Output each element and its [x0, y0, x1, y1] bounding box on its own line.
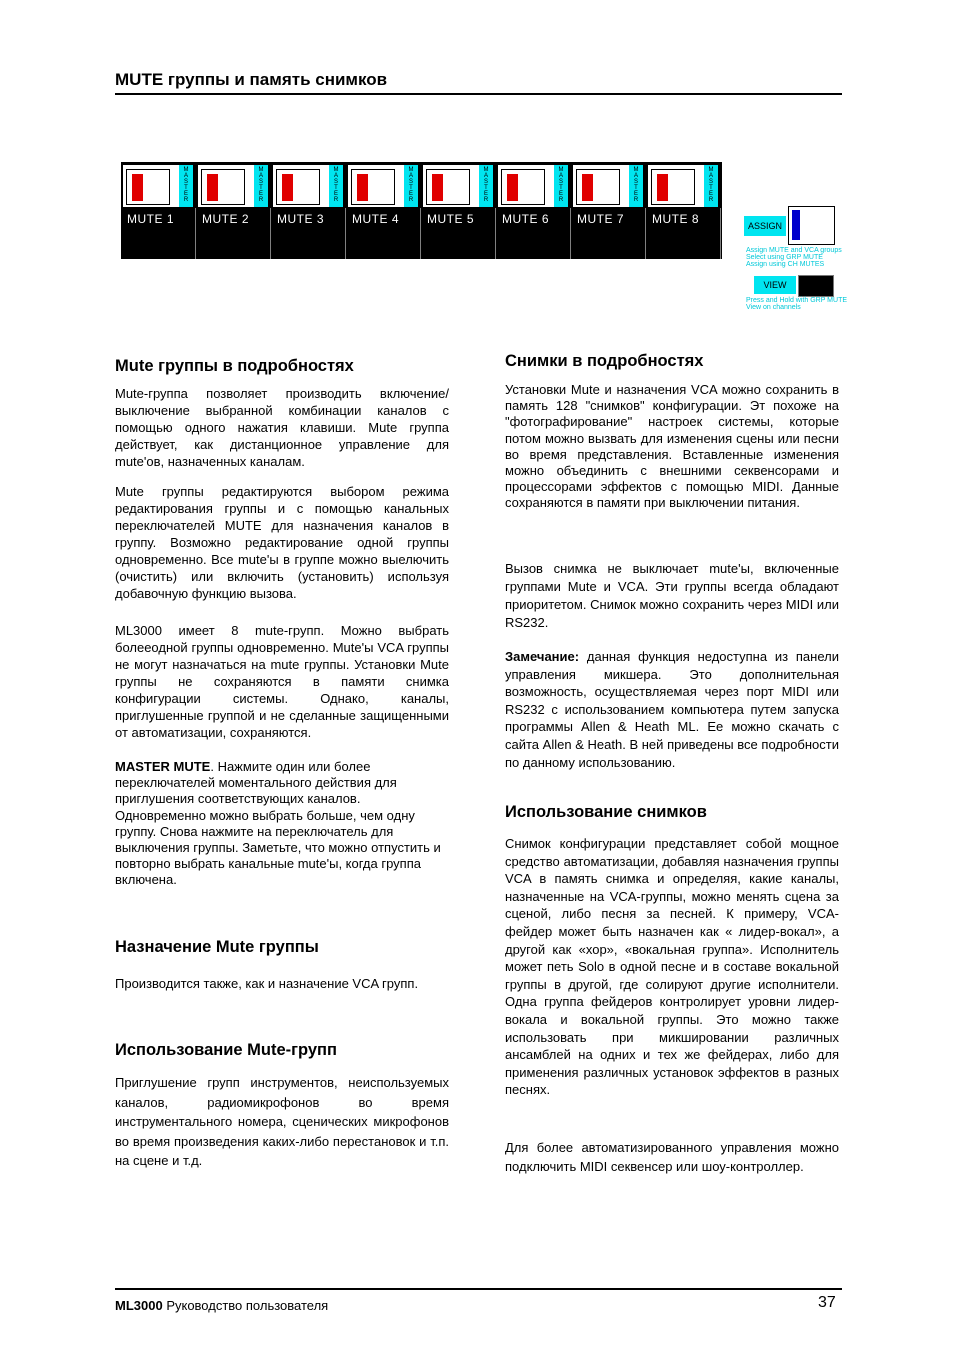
master-label: M A S T E R — [179, 165, 193, 207]
footer-guide: Руководство пользователя — [162, 1298, 329, 1313]
note-text: данная функция недоступна из панели управления микшера. Это дополнительная возможность, осуществляемая через порт MIDI или RS232 с использованием компьютера путем запуска программы Allen & Heath ML. Ее можно скачать с сайта Allen & Heath. В ней приведены все подробности по данному использованию. — [505, 649, 839, 770]
mute-label: MUTE 4 — [352, 212, 400, 226]
note-term: Замечание: — [505, 649, 580, 664]
mute-led-icon — [132, 174, 143, 201]
master-label: M A S T E R — [629, 165, 643, 207]
mute-label: MUTE 2 — [202, 212, 250, 226]
paragraph: Снимок конфигурации представляет собой мощное средство автоматизации, добавляя назначения группы VCA в память снимка и определяя, какие каналы, назначенные на VCA-группы, можно менять сцена за сценой, либо песня за песней. К примеру, VCA-фейдер может быть назначен как « лидер-вокал», а другой как «хор», «вокальная группа». Исполнитель может петь Solo в одной песне и в составе вокальной группы в другой, где солируют другие исполнители. Одна группа фейдеров контролирует уровни лидер-вокала и вокальной группы. Это можно также использовать при микшировании различных ансамблей на одних и тех же фейдерах, либо для применения различных установок эффектов в разных песнях. — [505, 836, 839, 1098]
mute-label: MUTE 1 — [127, 212, 175, 226]
master-label: M A S T E R — [479, 165, 493, 207]
paragraph: Mute группы редактируются выбором режима редактирования группы и с помощью канальных переключателей MUTE для назначения каналов в группу. Возможно редактирование одной группы одновременно. Все mute'ы в группе можно выелючить (очистить) или включить (установить) используя добавочную функцию вызова. — [115, 484, 449, 601]
master-mute-term: MASTER MUTE — [115, 759, 211, 774]
mute-group-2 — [196, 162, 271, 259]
assign-note-3: Assign using CH MUTES — [746, 261, 825, 268]
section-heading-snapshot-details: Снимки в подробностях — [505, 352, 704, 370]
mute-led-icon — [582, 174, 593, 201]
mute-led-icon — [357, 174, 368, 201]
mute-switch-face — [276, 169, 320, 205]
mute-led-icon — [207, 174, 218, 201]
mute-switch-face — [501, 169, 545, 205]
master-label: M A S T E R — [704, 165, 718, 207]
section-heading-snapshot-usage: Использование снимков — [505, 803, 707, 821]
assign-note-1: Assign MUTE and VCA groups — [746, 247, 842, 254]
paragraph: Вызов снимка не выключает mute'ы, включенные группами Mute и VCA. Эти группы всегда обладают приоритетом. Снимок можно сохранить через MIDI или RS232. — [505, 561, 839, 630]
mute-switch[interactable] — [198, 165, 268, 207]
mute-group-panel — [121, 162, 722, 259]
paragraph-master-mute — [115, 759, 449, 889]
mute-group-4 — [346, 162, 421, 259]
paragraph-note — [505, 648, 839, 771]
master-label: M A S T E R — [404, 165, 418, 207]
mute-switch-face — [576, 169, 620, 205]
mute-led-icon — [432, 174, 443, 201]
master-label: M A S T E R — [254, 165, 268, 207]
paragraph-text: ML3000 имеет 8 mute-групп. Можно выбрать болееодной группы одновременно. Mute'ы VCA группы не могут назначаться на mute группы. Установки Mute группы не сохраняются в памяти снимка конфигурации системы. Однако, каналы, приглушенные группой и не сделанные защищенными от автоматизации, сохраняются. — [115, 623, 449, 740]
mute-switch[interactable] — [648, 165, 718, 207]
unit-divider — [720, 208, 721, 259]
assign-note-2: Select using GRP MUTE — [746, 254, 823, 261]
mute-label: MUTE 5 — [427, 212, 475, 226]
mute-label: MUTE 8 — [652, 212, 700, 226]
section-heading-mute-details: Mute группы в подробностях — [115, 357, 354, 375]
page-title: MUTE группы и память снимков — [115, 70, 388, 89]
master-label: M A S T E R — [554, 165, 568, 207]
mute-led-icon — [282, 174, 293, 201]
mute-switch[interactable] — [573, 165, 643, 207]
paragraph: Приглушение групп инструментов, неиспользуемых каналов, радиомикрофонов во время инструментального номера, сценических микрофонов во время произведения каких-либо перестановок и т.п. на сцене и т.д. — [115, 1075, 449, 1168]
mute-group-5 — [421, 162, 496, 259]
mute-label: MUTE 6 — [502, 212, 550, 226]
mute-led-icon — [507, 174, 518, 201]
mute-switch[interactable] — [348, 165, 418, 207]
mute-label: MUTE 3 — [277, 212, 325, 226]
master-mute-text: . Нажмите один или более переключателей моментального действия для приглушения соответствующих каналов. Одновременно можно выбрать больше, чем одну группу. Снова нажмите на переключатель для выключения группы. Заметьте, что можно отпустить и повторно выбрать канальные mute'ы, когда группа включена. — [115, 759, 441, 888]
paragraph: Mute-группа позволяет производить включение/выключение выбранной комбинации каналов с помощью одного нажатия клавиши. Mute группа действует, как дистанционное управление для mute'ов, назначенных каналам. — [115, 386, 449, 469]
mute-switch-face — [426, 169, 470, 205]
footer-rule — [115, 1288, 842, 1290]
mute-switch-face — [651, 169, 695, 205]
assign-led-icon — [792, 210, 800, 240]
master-label: M A S T E R — [329, 165, 343, 207]
page-number: 37 — [818, 1294, 836, 1311]
mute-group-7 — [571, 162, 646, 259]
assign-button[interactable]: ASSIGN — [744, 216, 786, 236]
view-button[interactable]: VIEW — [754, 276, 796, 294]
mute-switch[interactable] — [498, 165, 568, 207]
mute-switch[interactable] — [123, 165, 193, 207]
paragraph: Установки Mute и назначения VCA можно сохранить в память 128 "снимков" конфигурации. Эт похоже на "фотографирование" настроек системы, которые потом можно вызвать для изменения сцены или песни во время представления. Вставленные изменения можно объединить с внешними секвенсорами и процессорами эффектов с помощью MIDI. Данные сохраняются в памяти при выключении питания. — [505, 382, 839, 511]
paragraph: Производится также, как и назначение VCA групп. — [115, 976, 419, 991]
assign-switch[interactable] — [788, 206, 835, 245]
section-heading-mute-assign: Назначение Mute группы — [115, 938, 319, 956]
mute-switch[interactable] — [273, 165, 343, 207]
footer-title — [115, 1298, 328, 1313]
paragraph — [115, 622, 449, 741]
mute-group-3 — [271, 162, 346, 259]
mute-switch-face — [201, 169, 245, 205]
mute-switch-face — [126, 169, 170, 205]
mute-group-1 — [121, 162, 196, 259]
mute-group-6 — [496, 162, 571, 259]
paragraph: Для более автоматизированного управления можно подключить MIDI секвенсер или шоу-контроллер. — [505, 1140, 839, 1174]
footer-model: ML3000 — [115, 1298, 163, 1313]
header-rule — [115, 93, 842, 95]
mute-switch[interactable] — [423, 165, 493, 207]
section-heading-mute-usage: Использование Mute-групп — [115, 1041, 337, 1059]
view-switch[interactable] — [798, 275, 834, 297]
view-note-1: Press and Hold with GRP MUTE — [746, 297, 848, 304]
mute-label: MUTE 7 — [577, 212, 625, 226]
mute-switch-face — [351, 169, 395, 205]
mute-group-8 — [646, 162, 721, 259]
mute-led-icon — [657, 174, 668, 201]
view-note-2: View on channels — [746, 304, 801, 311]
